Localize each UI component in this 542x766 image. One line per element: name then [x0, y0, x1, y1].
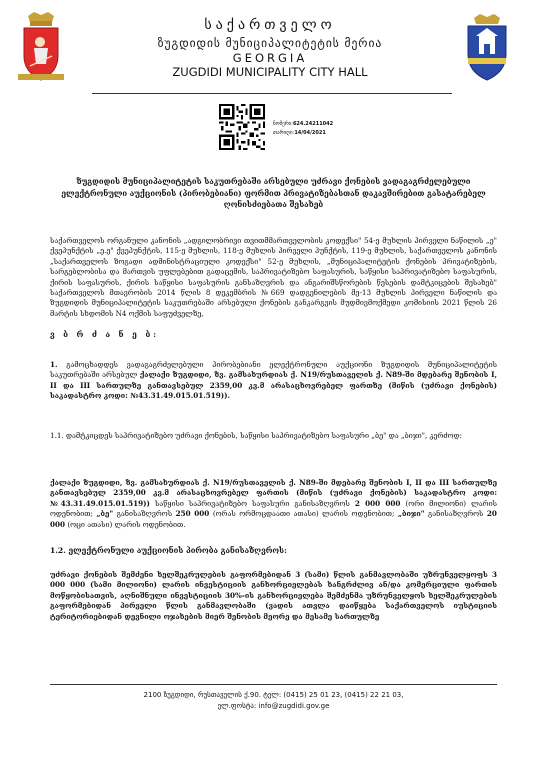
clause-1: 1. გამოცხადდეს ვადაგაგრძელებული პირობებიანი ელექტრონული აუქციონი ზუგდიდის მუნიციპალიტეტის საკუთრებაში არსებულ ქალაქი ზუგდიდი, ზვ. გამსახურდიას ქ. N19/რუსთაველის ქ. N89-ში მდებარე შენობის I, II და III სართულზე განთავსებულ 2359,00 კვ.მ არასაცხოვრებელ ფართზე (მიწის (უძრავი ქონების) საკადასტრო კოდი: №43.31.49.015.01.519)).	[50, 360, 497, 401]
footer-address: 2100 ზუგდიდი, რუსთაველის ქ.90. ტელ: (0415) 25 01 23, (0415) 22 21 03,	[143, 691, 404, 699]
country-name-english: GEORGIA	[232, 51, 308, 65]
legal-basis-paragraph: საქართველოს ორგანული კანონის „ადგილობრივი თვითმმართველობის კოდექსი" 54-ე მუხლის პირველი ნაწილის „ე" ქვეპუნქტის „ე.ე" ქვეპუნქტის, 115-ე მუხლის, 118-ე მუხლის პირველი პუნქტის, 119-ე მუხლის, საქართველოს კანონის „საქართველოს ზოგადი ადმინისტრაციული კოდექსი" 52-ე მუხლის, „მუნიციპალიტეტის ქონების პრივატიზების, სარგებლობისა და მართვის უფლებებით გადაცემის, საპრივატიზებო საფასურის, საწყისი საპრივატიზებო საფასურის, ქირის საფასურის, ქირის საწყისი საფასურის განსაზღვრის და ანგარიშსწორების წესების დამტკიცების შესახებ" საქართველოს მთავრობის 2014 წლის 8 დეკემბრის №669 დადგენილების მე-13 მუხლის პირველი ნაწილის და ზუგდიდის მუნიციპალიტეტის საკუთრებაში არსებული ქონების განკარგვის მუდმივმოქმედი კომისიის 2021 წლის 26 მარტის სხდომის N4 ოქმის საფუძველზე,	[50, 236, 497, 318]
footer-email: ელ.ფოსტა: info@zugdidi.gov.ge	[217, 702, 330, 710]
decree-heading: ვ ბ რ ძ ა ნ ე ბ:	[50, 330, 160, 339]
auction-condition-paragraph: უძრავი ქონების შემძენი ხელშეკრულების გაფორმებიდან 3 (სამი) წლის განმავლობაში უზრუნველყოფს 3 000 000 (სამი მილიონი) ლარის ინვესტიციის განხორციელებას ხანგრძლივ ან/და კომერციული ფართის მოწყობისათვის, აღნიშნული ინვესტიციის 30%-ის განხორციელება შემძენმა უზრუნველყოს ხელშეკრულების გაფორმებიდან პირველი წლის განმავლობაში (ვადის ათვლა დაიწყება საქართველოს იუსტიციის ტერიტორიებიდან დევნილი ოჯახების მიერ შენობის მეორე და მესამე სართულზე	[50, 570, 497, 621]
city-hall-name-georgian: ზუგდიდის მუნიციპალიტეტის მერია	[157, 36, 383, 50]
header-divider	[92, 93, 452, 94]
letterhead	[80, 16, 460, 80]
zugdidi-emblem-icon	[462, 14, 512, 82]
document-date: თარიღი:14/04/2021	[273, 130, 326, 136]
country-name-georgian: საქართველო	[204, 17, 336, 33]
city-hall-name-english: ZUGDIDI MUNICIPALITY CITY HALL	[172, 65, 368, 79]
document-metadata	[273, 120, 333, 138]
footer-contacts	[60, 690, 487, 712]
qr-code-icon	[219, 104, 265, 150]
document-number: ნომერი:624.24211042	[273, 121, 334, 127]
clause-1-1: 1.1. დამტკიცდეს საპრივატიზებო უძრავი ქონების, საწყისი საპრივატიზებო საფასური „ბე" და „ბიჯი", კერძოდ:	[50, 431, 462, 440]
clause-1-2-heading: 1.2. ელექტრონული აუქციონის პირობა განისაზღვროს:	[50, 546, 287, 555]
footer-divider	[50, 684, 497, 685]
price-terms: ქალაქი ზუგდიდი, ზვ. გამსახურდიას ქ. N19/რუსთაველის ქ. N89-ში მდებარე შენობის I, II და III სართულზე განთავსებულ 2359,00 კვ.მ არასაცხოვრებელ ფართის (მიწის (უძრავი ქონების) საკადასტრო კოდი: №43.31.49.015.01.519)) საწყისი საპრივატიზებო საფასური განისაზღვროს 2 000 000 (ორი მილიონი) ლარის ოდენობით; „ბე" განისაზღვროს 250 000 (ორას ორმოცდაათი ათასი) ლარის ოდენობით; „ბიჯი" განისაზღვროს 20 000 (ოცი ათასი) ლარის ოდენობით.	[50, 478, 497, 529]
document-title: ზუგდიდის მუნიციპალიტეტის საკუთრებაში არსებული უძრავი ქონების ვადაგაგრძელებული ელექტრონული აუქციონის (პირობებიანი) ფორმით პრივატიზებასთან დაკავშირებით გასატარებელ ღონისძიებათა შესახებ	[61, 177, 486, 209]
georgia-coat-of-arms-icon	[18, 12, 64, 84]
